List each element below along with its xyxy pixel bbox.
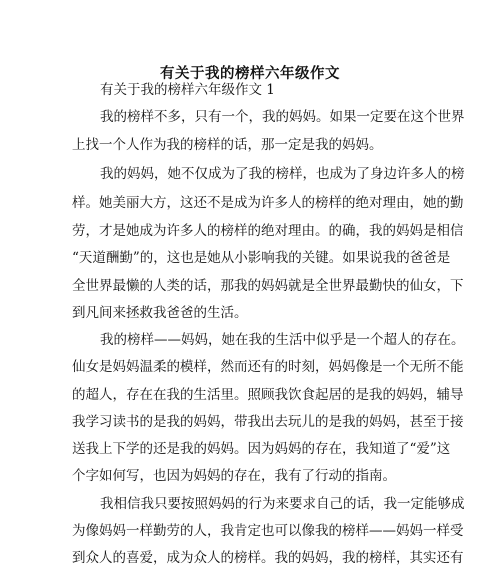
paragraph-line: 上找一个人作为我的榜样的话，那一定是我的妈妈。	[72, 137, 383, 153]
paragraph-line: 送我上下学的还是我的妈妈。因为妈妈的存在，我知道了“爱”这	[72, 441, 451, 457]
paragraph-line: 我的榜样——妈妈，她在我的生活中似乎是一个超人的存在。	[100, 332, 465, 348]
paragraph-line: 仙女是妈妈温柔的模样，然而还有的时刻，妈妈像是一个无所不能	[72, 359, 464, 375]
paragraph-line: 为像妈妈一样勤劳的人，我肯定也可以像我的榜样——妈妈一样受	[72, 523, 464, 539]
paragraph-line: 我的榜样不多，只有一个，我的妈妈。如果一定要在这个世界	[100, 109, 465, 125]
section-heading: 有关于我的榜样六年级作文 1	[100, 82, 275, 98]
paragraph-line: 劳，才是她成为许多人的榜样的绝对理由。的确，我的妈妈是相信	[72, 223, 464, 239]
paragraph-line: 到众人的喜爱，成为众人的榜样。我的妈妈，我的榜样，其实还有	[72, 550, 464, 566]
paragraph-line: 全世界最懒的人类的话，那我的妈妈就是全世界最勤快的仙女，下	[72, 278, 464, 294]
paragraph-line: 个字如何写，也因为妈妈的存在，我有了行动的指南。	[72, 468, 396, 484]
paragraph-line: 到凡间来拯救我爸爸的生活。	[72, 305, 248, 321]
paragraph-line: “天道酬勤”的，这也是她从小影响我的关键。如果说我的爸爸是	[72, 250, 451, 266]
paragraph-line: 我相信我只要按照妈妈的行为来要求自己的话，我一定能够成	[100, 496, 465, 512]
paragraph-line: 我的妈妈，她不仅成为了我的榜样，也成为了身边许多人的榜	[100, 166, 465, 182]
paragraph-line: 的超人，存在在我的生活里。照顾我饮食起居的是我的妈妈，辅导	[72, 387, 464, 403]
paragraph-line: 我学习读书的是我的妈妈，带我出去玩儿的是我的妈妈，甚至于接	[72, 414, 464, 430]
document-title: 有关于我的榜样六年级作文	[160, 65, 340, 82]
paragraph-line: 样。她美丽大方，这还不是成为许多人的榜样的绝对理由，她的勤	[72, 195, 464, 211]
